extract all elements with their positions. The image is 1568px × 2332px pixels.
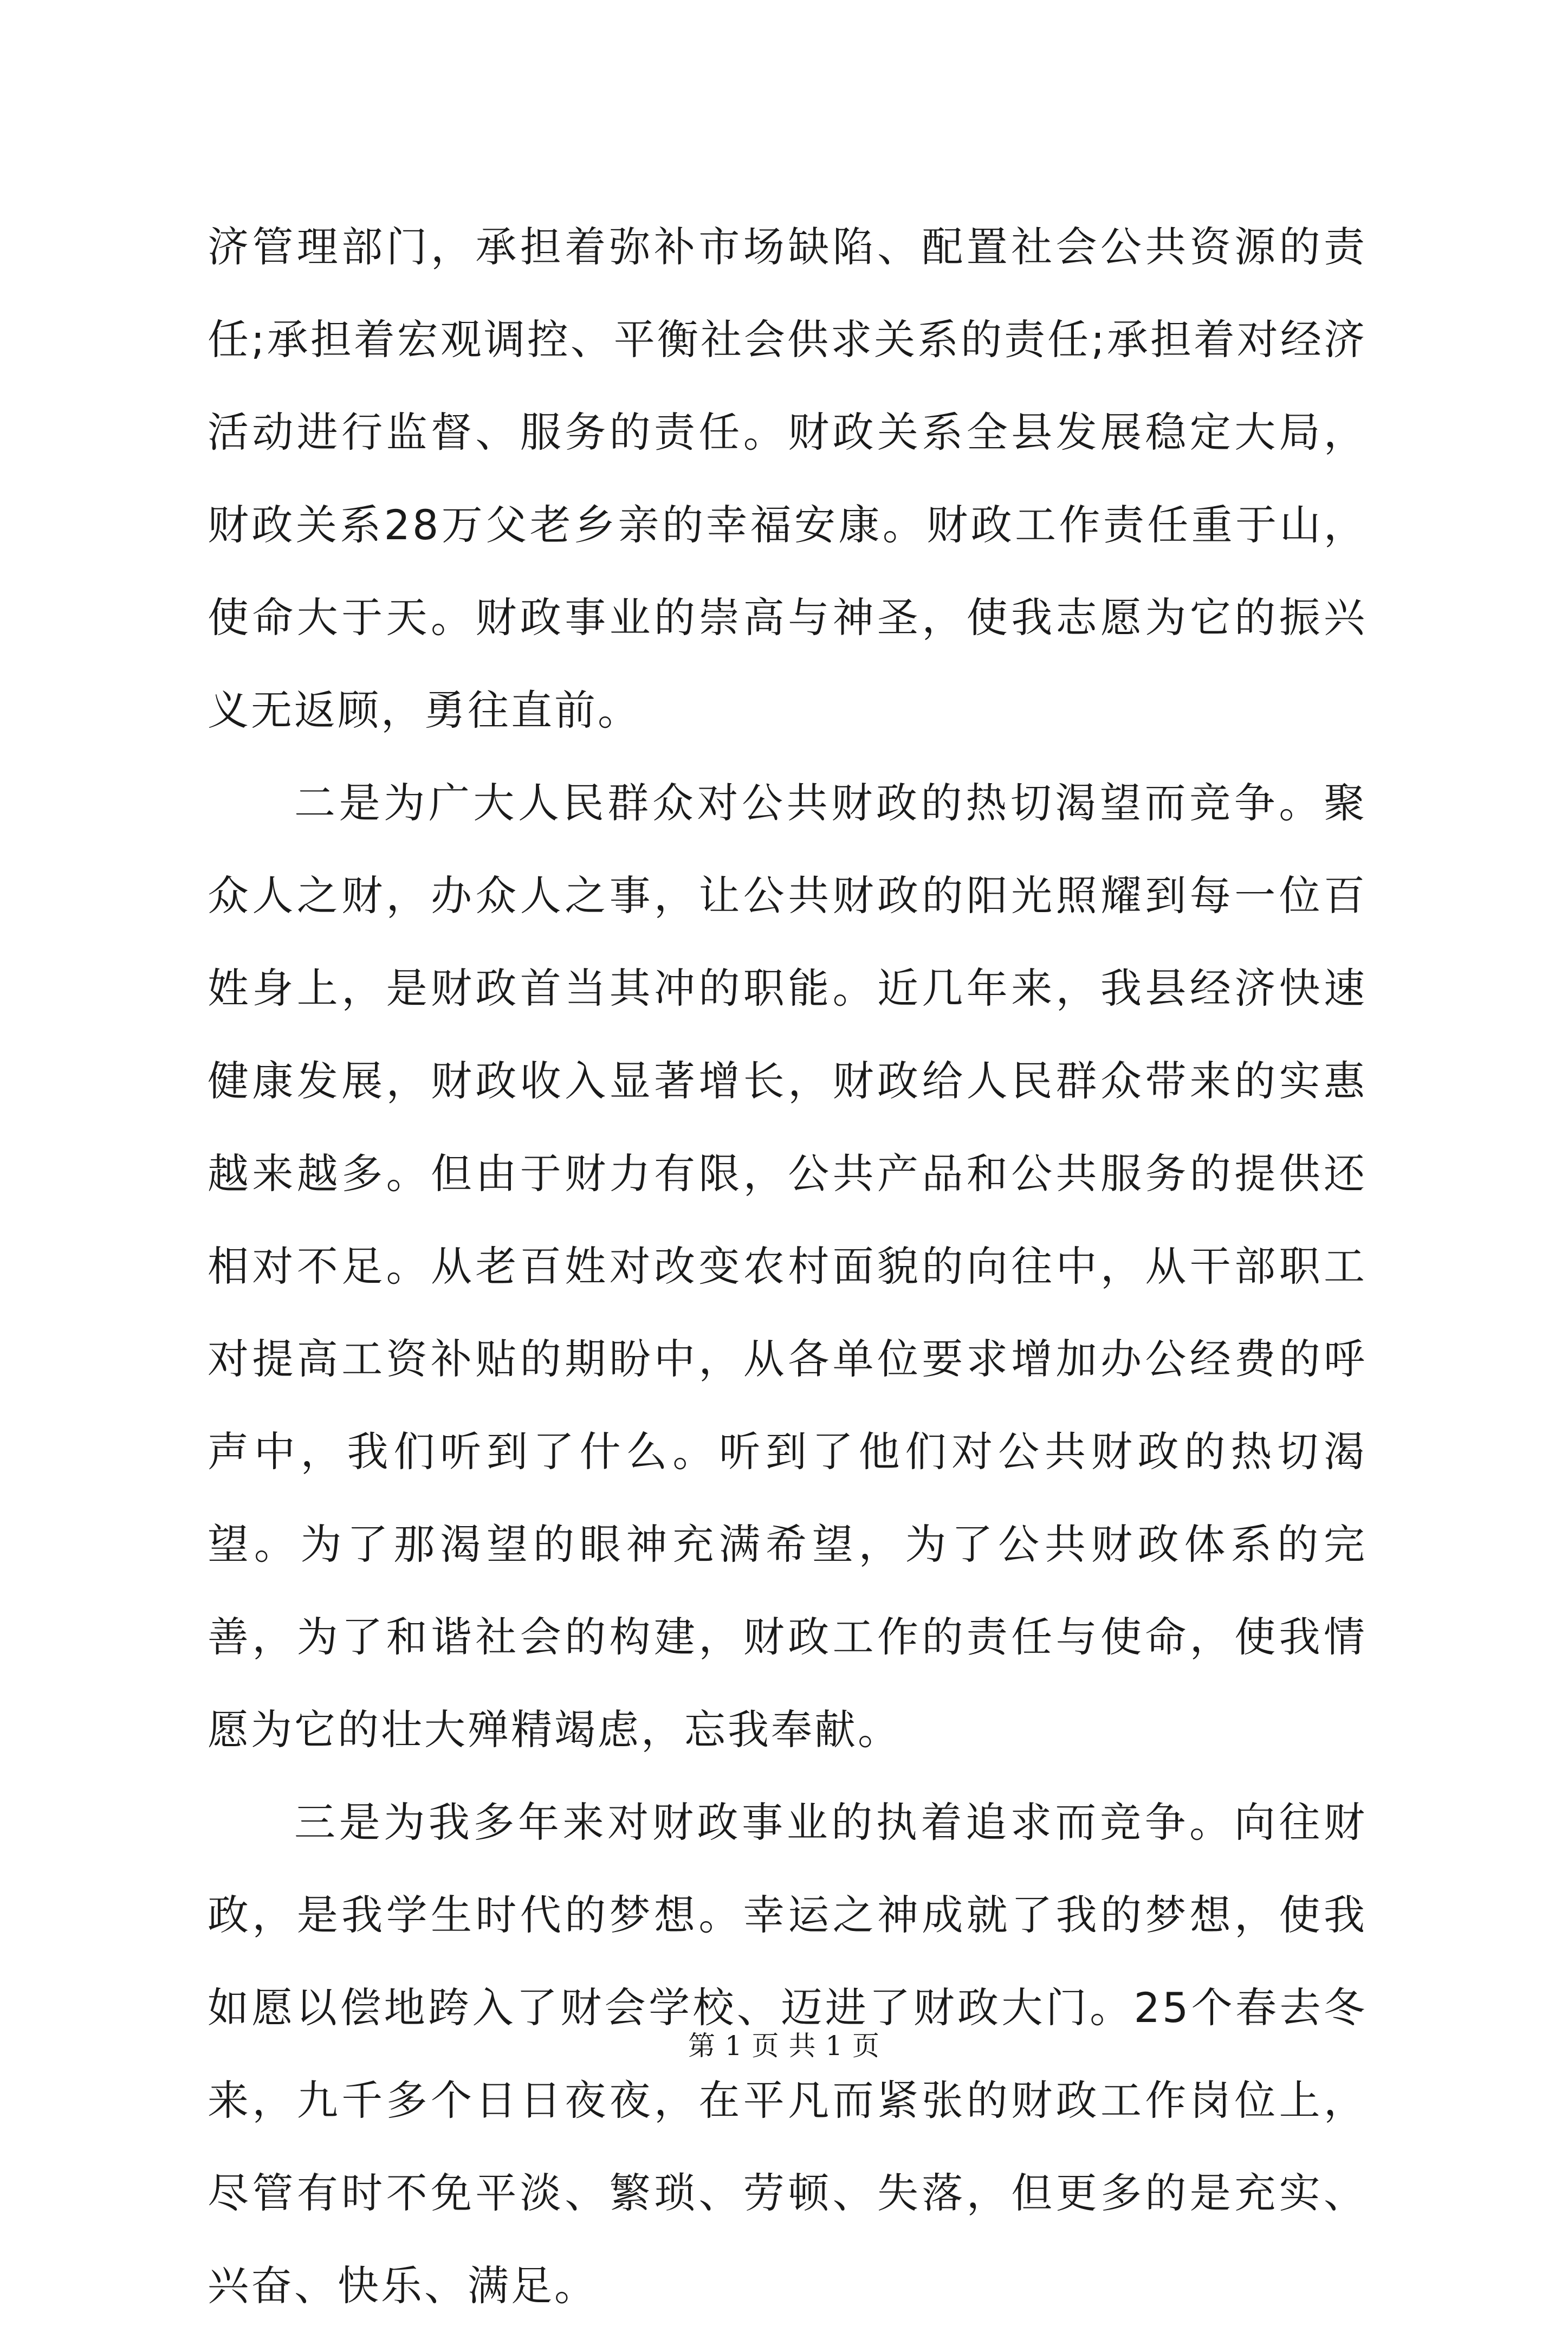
paragraph-3: 三是为我多年来对财政事业的执着追求而竞争。向往财政，是我学生时代的梦想。幸运之神成就了我的梦想，使我如愿以偿地跨入了财会学校、迈进了财政大门。25个春去冬来，九千多个日日夜夜，在平凡而紧张的财政工作岗位上，尽管有时不免平淡、繁琐、劳顿、失落，但更多的是充实、兴奋、快乐、满足。: [208, 1798, 1367, 2310]
page-footer: 第 1 页 共 1 页: [688, 2030, 880, 2062]
paragraph-2: 二是为广大人民群众对公共财政的热切渴望而竞争。聚众人之财，办众人之事，让公共财政的阳光照耀到每一位百姓身上，是财政首当其冲的职能。近几年来，我县经济快速健康发展，财政收入显著增长，财政给人民群众带来的实惠越来越多。但由于财力有限，公共产品和公共服务的提供还相对不足。从老百姓对改变农村面貌的向往中，从干部职工对提高工资补贴的期盼中，从各单位要求增加办公经费的呼声中，我们听到了什么。听到了他们对公共财政的热切渴望。为了那渴望的眼神充满希望，为了公共财政体系的完善，为了和谐社会的构建，财政工作的责任与使命，使我情愿为它的壮大殚精竭虑，忘我奉献。: [208, 779, 1367, 1754]
document-body: [208, 201, 1367, 2332]
paragraph-1: 济管理部门，承担着弥补市场缺陷、配置社会公共资源的责任;承担着宏观调控、平衡社会供求关系的责任;承担着对经济活动进行监督、服务的责任。财政关系全县发展稳定大局，财政关系28万父老乡亲的幸福安康。财政工作责任重于山，使命大于天。财政事业的崇高与神圣，使我志愿为它的振兴义无返顾，勇往直前。: [208, 223, 1367, 734]
